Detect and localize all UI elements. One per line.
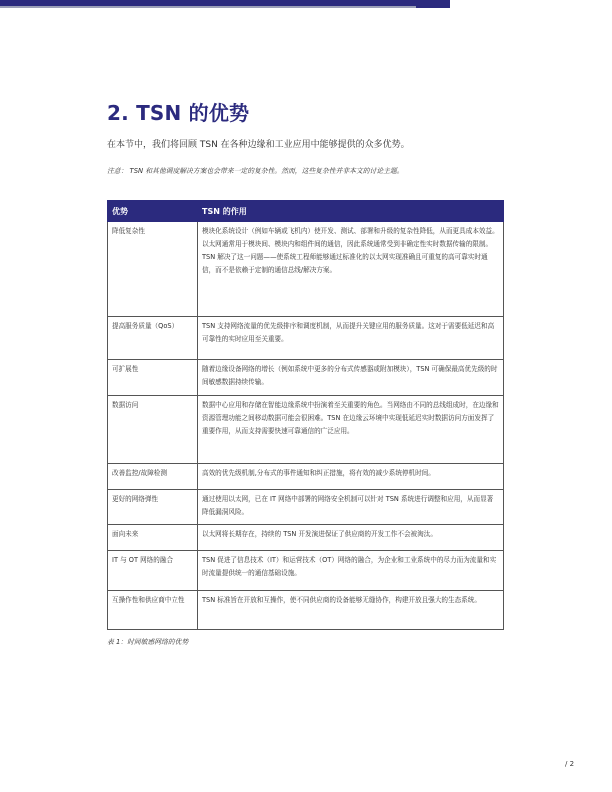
top-band-light <box>0 6 416 8</box>
table-row <box>108 591 504 630</box>
section-heading: 2. TSN 的优势 <box>107 101 250 125</box>
role-cell: 数据中心应用和存储在智能边缘系统中扮演着至关重要的角色。当网络由不同的总线组成时，在边缘和资源管理功能之间移动数据可能会很困难。TSN 在边缘云环境中实现低延迟实时数据访问方面发挥了重要作用，从而支持需要快速可靠通信的广泛应用。 <box>198 396 504 464</box>
note-paragraph: 注意： TSN 和其他调度解决方案也会带来一定的复杂性。然而，这些复杂性并非本文的讨论主题。 <box>107 167 404 175</box>
table-row <box>108 551 504 591</box>
advantage-cell: IT 与 OT 网络的融合 <box>108 551 198 591</box>
table-row <box>108 360 504 396</box>
advantage-cell: 面向未来 <box>108 525 198 551</box>
table-row <box>108 464 504 490</box>
role-cell: 以太网将长期存在，持续的 TSN 开发演进保证了供应商的开发工作不会被淘汰。 <box>198 525 504 551</box>
advantages-table <box>107 200 504 630</box>
advantage-cell: 降低复杂性 <box>108 222 198 317</box>
role-cell: 通过使用以太网，已在 IT 网络中部署的网络安全机制可以针对 TSN 系统进行调整和应用，从而显著降低漏洞风险。 <box>198 490 504 525</box>
advantage-cell: 数据访问 <box>108 396 198 464</box>
role-cell: 模块化系统设计（例如车辆或飞机内）使开发、测试、部署和升级的复杂性降低，从而更具成本效益。以太网通常用于模块间、模块内和组件间的通信，因此系统通常受到非确定性实时数据传输的限制。TSN 解决了这一问题——使系统工程师能够通过标准化的以太网实现准确且可重复的高可靠实时通信，而不是依赖于定制的通信总线/解决方案。 <box>198 222 504 317</box>
table-row <box>108 490 504 525</box>
role-cell: 高效的优先级机制,分布式的事件通知和纠正措施，将有效的减少系统停机时间。 <box>198 464 504 490</box>
table-header-row <box>108 201 504 222</box>
page-number: / 2 <box>565 760 575 768</box>
advantage-cell: 互操作性和供应商中立性 <box>108 591 198 630</box>
table-caption: 表 1：时间敏感网络的优势 <box>107 638 189 646</box>
role-cell: TSN 标准旨在开放和互操作，使不同供应商的设备能够无缝协作，构建开放且强大的生态系统。 <box>198 591 504 630</box>
table-row <box>108 222 504 317</box>
advantage-cell: 提高服务质量（QoS） <box>108 317 198 360</box>
header-advantage: 优势 <box>108 201 198 222</box>
role-cell: 随着边缘设备网络的增长（例如系统中更多的分布式传感器或附加模块），TSN 可确保最高优先级的时间敏感数据持续传输。 <box>198 360 504 396</box>
table-row <box>108 396 504 464</box>
intro-paragraph: 在本节中，我们将回顾 TSN 在各种边缘和工业应用中能够提供的众多优势。 <box>107 140 410 150</box>
top-band-accent <box>416 6 450 8</box>
advantage-cell: 可扩展性 <box>108 360 198 396</box>
role-cell: TSN 促进了信息技术（IT）和运营技术（OT）网络的融合，为企业和工业系统中的尽力而为流量和实时流量提供统一的通信基础设施。 <box>198 551 504 591</box>
advantage-cell: 更好的网络弹性 <box>108 490 198 525</box>
header-tsn-role: TSN 的作用 <box>198 201 504 222</box>
advantage-cell: 改善监控/故障检测 <box>108 464 198 490</box>
table-row <box>108 317 504 360</box>
top-color-band <box>0 0 450 8</box>
role-cell: TSN 支持网络流量的优先级排序和调度机制，从而提升关键应用的服务质量。这对于需要低延迟和高可靠性的实时应用至关重要。 <box>198 317 504 360</box>
table-row <box>108 525 504 551</box>
